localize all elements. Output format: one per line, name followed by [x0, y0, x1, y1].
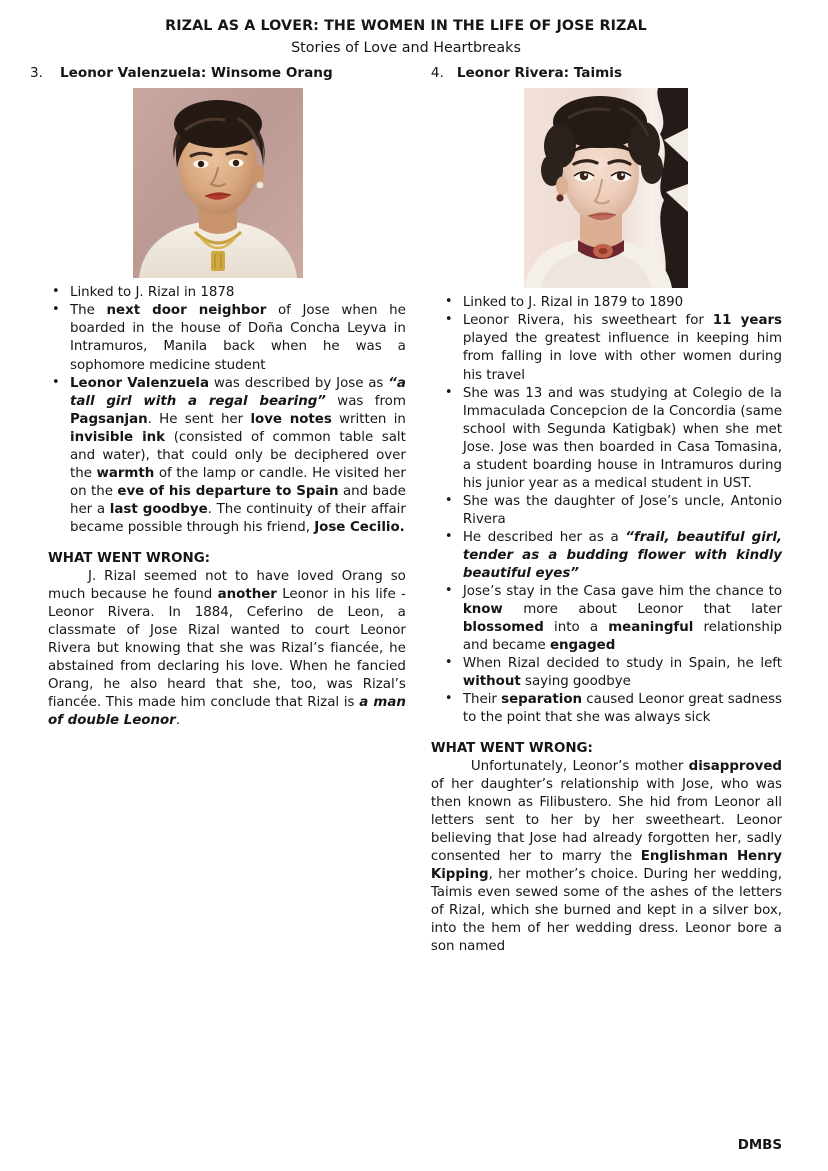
list-item: • The next door neighbor of Jose when he boarded in the house of Doña Concha Leyva in Intramuros, Manila back when he was a sophomore medicine student [30, 302, 406, 374]
what-went-wrong-body: J. Rizal seemed not to have loved Orang so much because he found another Leonor in his life - Leonor Rivera. In 1884, Ceferino de Leon, a classmate of Jose Rizal wanted to court Leonor Rivera but knowing that she was Rizal’s fiancée, he abstained from declaring his love. When he fancied Orang, he also heard that she, too, was Rizal’s fiancée. This made him conclude that Rizal is a man of double Leonor. [48, 568, 406, 729]
list-item: • Their separation caused Leonor great sadness to the point that she was always sick [431, 691, 782, 727]
list-item: • She was the daughter of Jose’s uncle, Antonio Rivera [431, 493, 782, 529]
section-heading-3 [30, 65, 406, 83]
what-went-wrong-rivera [431, 740, 782, 956]
what-went-wrong-heading: WHAT WENT WRONG: [430, 741, 593, 757]
two-column-body [30, 65, 782, 957]
page-footer: DMBS [737, 1138, 782, 1153]
list-item: • Leonor Rivera, his sweetheart for 11 years played the greatest influence in keeping him from falling in love with other women during his travel [431, 312, 782, 384]
portrait-container-rivera [431, 88, 782, 288]
what-went-wrong-valenzuela [30, 550, 406, 730]
portrait-image-leonor-rivera [524, 88, 688, 288]
section-title: Leonor Rivera: Taimis [456, 64, 623, 81]
bullet-list-rivera [431, 294, 782, 727]
section-title: Leonor Valenzuela: Winsome Orang [60, 64, 333, 81]
what-went-wrong-heading: WHAT WENT WRONG: [48, 550, 211, 566]
list-item: • Linked to J. Rizal in 1878 [30, 284, 406, 302]
what-went-wrong-body: Unfortunately, Leonor’s mother disapproved of her daughter’s relationship with Jose, who was then known as Filibustero. She hid from Leonor all letters sent to her by her sweetheart. Leonor believing that Jose had already forgotten her, sadly consented her to marry the Englishman Henry Kipping, her mother’s choice. During her wedding, Taimis even sewed some of the ashes of the letters of Rizal, which she burned and kept in a silver box, into the hem of her wedding dress. Leonor bore a son named [430, 759, 783, 955]
list-item: • Leonor Valenzuela was described by Jose as “a tall girl with a regal bearing” was from Pagsanjan. He sent her love notes written in invisible ink (consisted of common table salt and water), that could only be deciphered over the warmth of the lamp or candle. He visited her on the eve of his departure to Spain and bade her a last goodbye. The continuity of their affair became possible through his friend, Jose Cecilio. [30, 375, 406, 537]
section-leonor-valenzuela [30, 65, 406, 730]
section-number: 3. [30, 64, 43, 81]
list-item: • Linked to J. Rizal in 1879 to 1890 [431, 294, 782, 312]
list-item: • He described her as a “frail, beautiful girl, tender as a budding flower with kindly beautiful eyes” [431, 529, 782, 583]
section-heading-4 [431, 65, 782, 83]
list-item: • When Rizal decided to study in Spain, he left without saying goodbye [431, 655, 782, 691]
bullet-list-valenzuela [30, 284, 406, 536]
list-item: • She was 13 and was studying at Colegio de la Immaculada Concepcion de la Concordia (same school with Segunda Katigbak) when she met Jose. Jose was then boarded in Casa Tomasina, a student boarding house in Intramuros during his junior year as a medical student in UST. [431, 385, 782, 493]
section-number: 4. [430, 64, 444, 81]
page-subtitle: Stories of Love and Heartbreaks [291, 39, 521, 56]
page-title: RIZAL AS A LOVER: THE WOMEN IN THE LIFE OF JOSE RIZAL [165, 18, 647, 34]
portrait-container-valenzuela [30, 88, 406, 278]
portrait-image-leonor-valenzuela [133, 88, 303, 278]
list-item: • Jose’s stay in the Casa gave him the chance to know more about Leonor that later blossomed into a meaningful relationship and became engaged [431, 583, 782, 655]
section-leonor-rivera [406, 65, 782, 957]
